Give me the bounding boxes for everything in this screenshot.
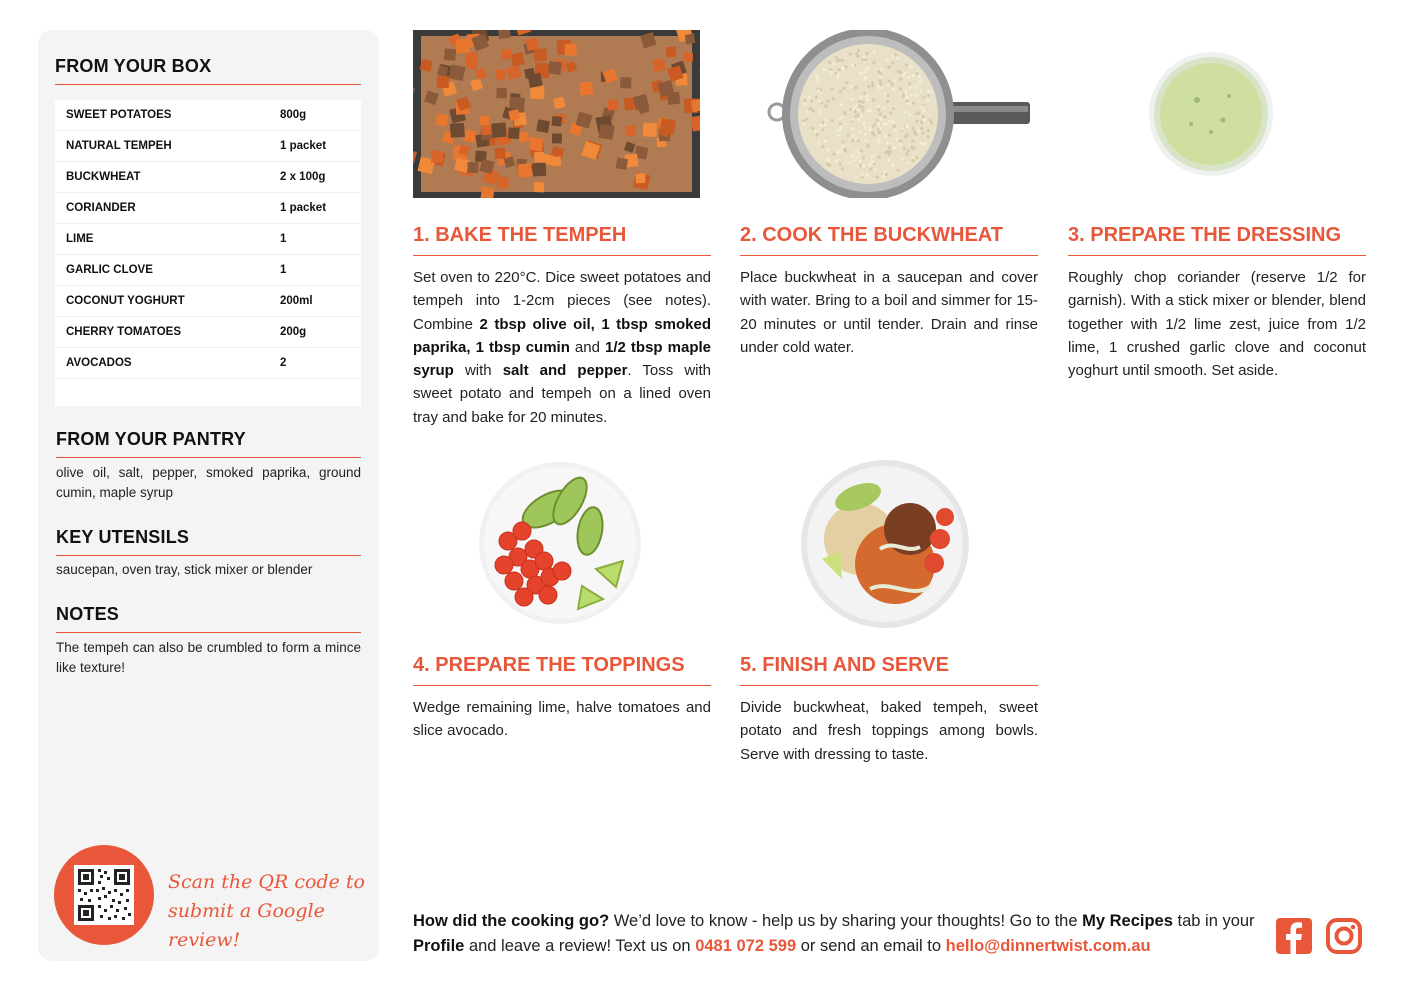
key-utensils-heading: KEY UTENSILS [56,527,361,556]
step-1-body [413,266,711,429]
footer-text: and leave a review! Text us on [464,937,696,955]
ingredient-qty: 1 [280,264,287,276]
step-1-text: Set oven to 220°C. Dice sweet potatoes and tempeh into 1-2cm pieces (see notes). Combine [413,269,711,333]
step-4-body: Wedge remaining lime, halve tomatoes and slice avocado. [413,699,711,740]
step-5-title: 5. FINISH AND SERVE [740,654,1038,686]
tempeh-tray-image [413,30,700,198]
ingredient-qty: 1 packet [280,202,327,214]
email-link[interactable]: hello@dinnertwist.com.au [945,937,1151,955]
step-3-body: Roughly chop coriander (reserve 1/2 for garnish). With a stick mixer or blender, blend together with 1/2 lime zest, juice from 1/2 lime, 1 crushed garlic clove and coconut yoghurt until smooth. Set aside. [1068,269,1366,380]
phone-link[interactable]: 0481 072 599 [695,937,797,955]
footer-bold: My Recipes [1082,912,1173,930]
table-row [55,193,361,224]
qr-code-icon[interactable] [74,865,134,925]
step-3-title: 3. PREPARE THE DRESSING [1068,224,1366,256]
ingredient-qty: 1 [280,233,287,245]
ingredient-name: NATURAL TEMPEH [66,140,172,152]
step-2-body: Place buckwheat in a saucepan and cover with water. Bring to a boil and simmer for 15-20 minutes or until tender. Drain and rinse under cold water. [740,269,1038,356]
ingredient-name: SWEET POTATOES [66,109,172,121]
ingredient-name: COCONUT YOGHURT [66,295,185,307]
ingredient-name: CORIANDER [66,202,136,214]
table-row [55,317,361,348]
utensils-text: saucepan, oven tray, stick mixer or blender [56,562,313,577]
ingredient-qty: 200ml [280,295,313,307]
table-row [55,286,361,317]
ingredient-qty: 800g [280,109,307,121]
review-footer [413,909,1263,959]
step-4-title: 4. PREPARE THE TOPPINGS [413,654,711,686]
ingredient-qty: 2 [280,357,287,369]
ingredient-qty: 2 x 100g [280,171,326,183]
step-1-bold: 1/2 tbsp maple syrup [413,338,711,380]
qr-caption-line1: Scan the QR code to [168,871,365,893]
footer-text: We’d love to know - help us by sharing your thoughts! Go to the [609,912,1083,930]
table-row [55,162,361,193]
ingredient-name: LIME [66,233,94,245]
ingredient-name: CHERRY TOMATOES [66,326,182,338]
instagram-icon[interactable] [1326,918,1362,954]
qr-badge [54,845,154,945]
ingredient-name: AVOCADOS [66,357,132,369]
sidebar-panel [38,30,379,961]
ingredient-name: BUCKWHEAT [66,171,141,183]
footer-text: tab in your [1172,912,1255,930]
step-5-body: Divide buckwheat, baked tempeh, sweet potato and fresh toppings among bowls. Serve with dressing to taste. [740,699,1038,763]
from-your-box-heading: FROM YOUR BOX [55,56,361,85]
qr-caption [168,868,368,955]
finished-bowl-image [800,459,970,629]
toppings-plate-image [478,461,642,625]
notes-heading: NOTES [56,604,361,633]
ingredient-name: GARLIC CLOVE [66,264,153,276]
table-row [55,100,361,131]
step-1-text: and [569,338,606,356]
ingredient-qty: 200g [280,326,307,338]
facebook-icon[interactable] [1276,918,1312,954]
pantry-text: olive oil, salt, pepper, smoked paprika, ground cumin, maple syrup [56,465,361,500]
ingredients-table [55,100,361,406]
table-row [55,255,361,286]
qr-caption-line2: submit a Google review! [168,900,325,951]
table-row [55,224,361,255]
step-1-text: . Toss with sweet potato and tempeh on a lined oven tray and bake for 20 minutes. [413,362,712,426]
step-1-title: 1. BAKE THE TEMPEH [413,224,711,256]
step-1-bold: salt and pepper [502,362,628,380]
footer-bold: Profile [413,937,465,955]
step-1-text: with [453,362,503,380]
notes-text: The tempeh can also be crumbled to form a mince like texture! [56,640,361,675]
footer-text: or send an email to [796,937,946,955]
table-row [55,131,361,162]
dressing-bowl-image [1147,50,1275,178]
step-1-bold: 2 tbsp olive oil, 1 tbsp smoked paprika, 1 tbsp cumin [413,315,711,356]
footer-bold: How did the cooking go? [413,912,610,930]
from-your-pantry-heading: FROM YOUR PANTRY [56,429,361,458]
ingredient-qty: 1 packet [280,140,327,152]
table-row [55,348,361,379]
step-2-title: 2. COOK THE BUCKWHEAT [740,224,1038,256]
buckwheat-strainer-image [765,30,1030,198]
